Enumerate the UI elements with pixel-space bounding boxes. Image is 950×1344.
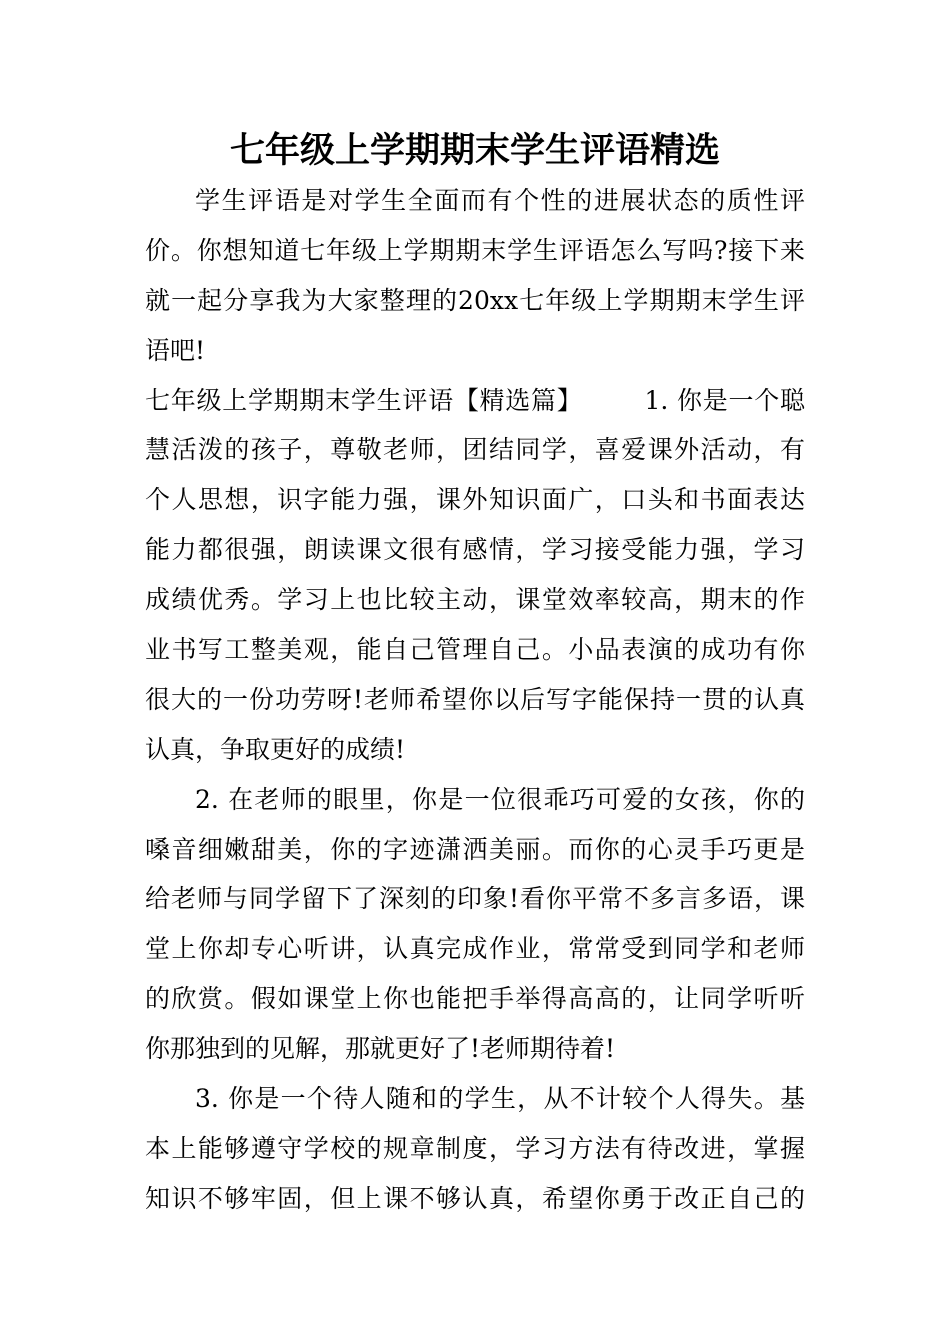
item2-line: 堂上你却专心听讲，认真完成作业，常常受到同学和老师	[145, 934, 805, 964]
item1-start: 1. 你是一个聪	[644, 385, 805, 415]
item3-line: 本上能够遵守学校的规章制度，学习方法有待改进，掌握	[145, 1133, 805, 1163]
item1-line: 慧活泼的孩子，尊敬老师，团结同学，喜爱课外活动，有	[145, 435, 805, 465]
item2-line: 的欣赏。假如课堂上你也能把手举得高高的，让同学听听	[145, 984, 805, 1014]
intro-line: 学生评语是对学生全面而有个性的进展状态的质性评	[195, 186, 805, 215]
document-body	[145, 176, 805, 1224]
item1-line: 认真，争取更好的成绩!	[145, 734, 406, 764]
item2-line: 嗓音细嫩甜美，你的字迹潇洒美丽。而你的心灵手巧更是	[145, 834, 805, 864]
document-title: 七年级上学期期末学生评语精选	[229, 130, 720, 171]
intro-line: 语吧!	[145, 335, 206, 365]
section-heading-line	[145, 376, 805, 426]
item2-line: 你那独到的见解，那就更好了!老师期待着!	[145, 1034, 616, 1064]
item1-line: 业书写工整美观，能自己管理自己。小品表演的成功有你	[145, 635, 805, 665]
intro-line: 就一起分享我为大家整理的20xx七年级上学期期末学生评	[145, 285, 805, 315]
item2-line: 给老师与同学留下了深刻的印象!看你平常不多言多语，课	[145, 884, 805, 914]
intro-line: 价。你想知道七年级上学期期末学生评语怎么写吗?接下来	[145, 235, 805, 265]
section-heading: 七年级上学期期末学生评语【精选篇】	[145, 385, 583, 415]
item1-line: 个人思想，识字能力强，课外知识面广，口头和书面表达	[145, 485, 805, 515]
item1-line: 能力都很强，朗读课文很有感情，学习接受能力强，学习	[145, 535, 805, 565]
item1-line: 成绩优秀。学习上也比较主动，课堂效率较高，期末的作	[145, 585, 805, 615]
item1-line: 很大的一份功劳呀!老师希望你以后写字能保持一贯的认真	[145, 684, 805, 714]
item3-line: 3. 你是一个待人随和的学生，从不计较个人得失。基	[195, 1084, 805, 1114]
item3-line: 知识不够牢固，但上课不够认真，希望你勇于改正自己的	[145, 1183, 805, 1213]
item2-line: 2. 在老师的眼里，你是一位很乖巧可爱的女孩，你的	[195, 784, 805, 814]
